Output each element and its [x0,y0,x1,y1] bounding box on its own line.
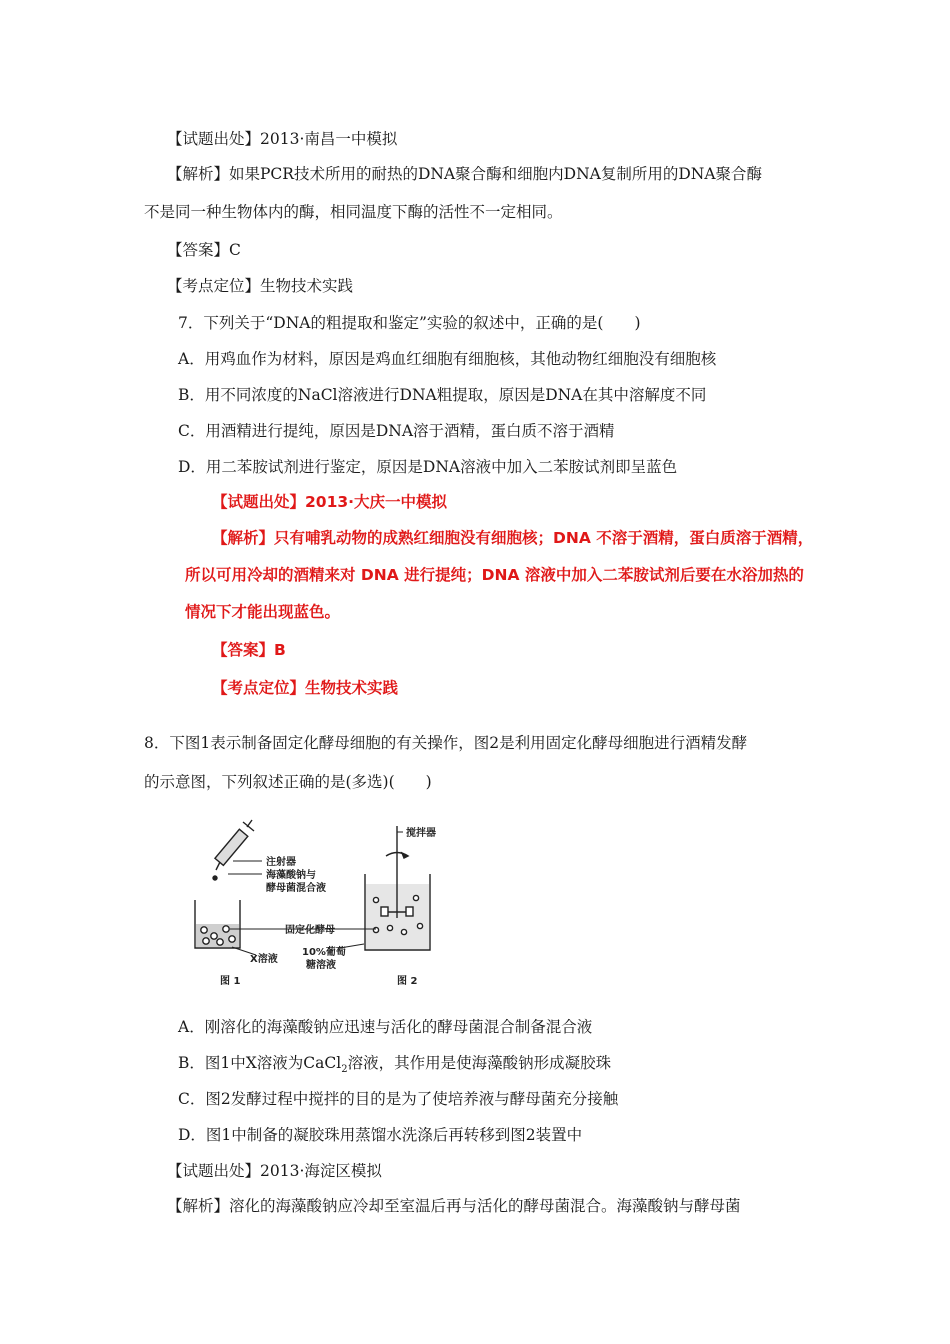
q7-analysis-line-2: 所以可用冷却的酒精来对 DNA 进行提纯；DNA 溶液中加入二苯胺试剂后要在水浴加热的 [185,566,804,584]
q7-answer: 【答案】B [212,641,286,659]
beaker-1 [195,900,240,948]
q8-stem-line-2: 的示意图，下列叙述正确的是(多选)( ) [144,773,432,791]
label-fixed-yeast: 固定化酵母 [285,925,335,936]
label-mixture-line-1: 海藻酸钠与 [266,870,316,881]
label-syringe: 注射器 [266,857,296,868]
q6-source: 【试题出处】2013·南昌一中模拟 [167,130,398,148]
q8-option-c: C．图2发酵过程中搅拌的目的是为了使培养液与酵母菌充分接触 [178,1090,619,1108]
q7-stem: 7．下列关于“DNA的粗提取和鉴定”实验的叙述中，正确的是( ) [178,314,641,332]
q6-analysis-line-2: 不是同一种生物体内的酶，相同温度下酶的活性不一定相同。 [144,203,563,221]
q6-analysis-line-1: 【解析】如果PCR技术所用的耐热的DNA聚合酶和细胞内DNA复制所用的DNA聚合酶 [167,165,763,183]
q8-option-b-post: 溶液，其作用是使海藻酸钠形成凝胶珠 [347,1054,612,1072]
q8-option-b [178,1053,611,1080]
q7-analysis-line-1: 【解析】只有哺乳动物的成熟红细胞没有细胞核；DNA 不溶于酒精，蛋白质溶于酒精， [212,529,814,547]
q8-option-b-sub: 2 [341,1064,348,1076]
q8-stem-line-1: 8．下图1表示制备固定化酵母细胞的有关操作，图2是利用固定化酵母细胞进行酒精发酵 [144,734,748,752]
label-figure-1: 图 1 [220,976,241,987]
q8-option-d: D．图1中制备的凝胶珠用蒸馏水洗涤后再转移到图2装置中 [178,1126,583,1144]
q7-option-b: B．用不同浓度的NaCl溶液进行DNA粗提取，原因是DNA在其中溶解度不同 [178,386,707,404]
label-x-solution: X溶液 [250,954,278,965]
q8-option-b-pre: B．图1中X溶液为CaCl [178,1054,342,1072]
label-glucose-line-2: 糖溶液 [306,960,336,971]
q6-topic: 【考点定位】生物技术实践 [167,277,354,295]
fermenter-2 [365,826,430,950]
label-glucose-line-1: 10%葡萄 [302,947,346,958]
q7-option-d: D．用二苯胺试剂进行鉴定，原因是DNA溶液中加入二苯胺试剂即呈蓝色 [178,458,678,476]
q7-analysis-line-3: 情况下才能出现蓝色。 [185,603,341,621]
q8-option-a: A．刚溶化的海藻酸钠应迅速与活化的酵母菌混合制备混合液 [178,1018,593,1036]
q7-option-c: C．用酒精进行提纯，原因是DNA溶于酒精，蛋白质不溶于酒精 [178,422,615,440]
syringe-icon [213,820,254,880]
label-stirrer: 搅拌器 [406,828,436,839]
q8-source: 【试题出处】2013·海淀区模拟 [167,1162,382,1180]
q6-answer: 【答案】C [167,241,241,259]
q7-topic: 【考点定位】生物技术实践 [212,679,399,697]
q7-source: 【试题出处】2013·大庆一中模拟 [212,493,448,511]
experiment-figure [190,818,452,998]
experiment-diagram [190,818,452,998]
label-figure-2: 图 2 [397,976,418,987]
label-mixture-line-2: 酵母菌混合液 [266,883,326,894]
q8-analysis-line-1: 【解析】溶化的海藻酸钠应冷却至室温后再与活化的酵母菌混合。海藻酸钠与酵母菌 [167,1197,741,1215]
q7-option-a: A．用鸡血作为材料，原因是鸡血红细胞有细胞核，其他动物红细胞没有细胞核 [178,350,717,368]
